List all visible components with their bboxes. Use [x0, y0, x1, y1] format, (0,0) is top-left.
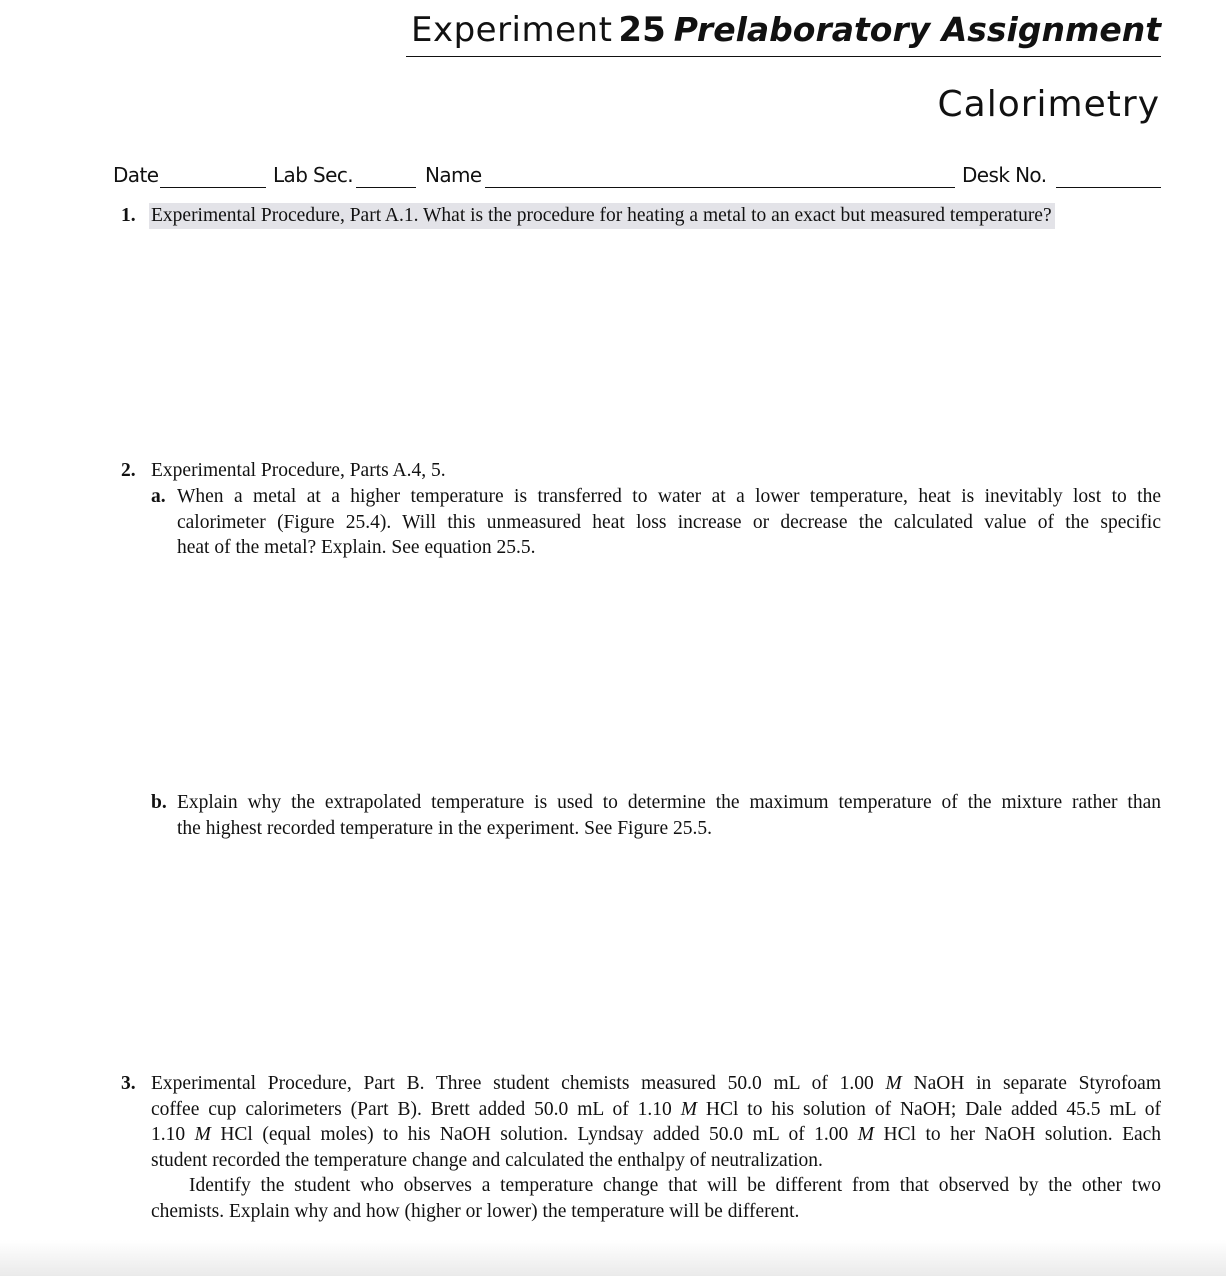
date-field[interactable] — [160, 187, 266, 188]
name-label: Name — [425, 163, 482, 187]
name-field[interactable] — [485, 187, 955, 188]
question-3-line: coffee cup calorimeters (Part B). Brett added 50.0 mL of 1.10 M HCl to his solution of NaOH; Dale added 45.5 mL of — [151, 1098, 1161, 1120]
question-3-line: student recorded the temperature change and calculated the enthalpy of neutralization. — [151, 1149, 823, 1171]
desk-no-label: Desk No. — [962, 163, 1047, 187]
question-1-text: Experimental Procedure, Part A.1. What is the procedure for heating a metal to an exact but measured temperature? — [149, 203, 1055, 229]
question-3-line: Experimental Procedure, Part B. Three student chemists measured 50.0 mL of 1.00 M NaOH in separate Styrofoam — [151, 1073, 1161, 1094]
question-3-line: chemists. Explain why and how (higher or lower) the temperature will be different. — [151, 1200, 800, 1222]
title-experiment-word: Experiment — [410, 10, 613, 50]
question-2a-letter: a. — [151, 486, 166, 507]
question-3-number: 3. — [121, 1073, 136, 1094]
question-2b-line: Explain why the extrapolated temperature is used to determine the maximum temperature of the mixture rather than — [177, 792, 1161, 813]
question-1-number: 1. — [121, 205, 136, 226]
question-3-line: Identify the student who observes a temperature change that will be different from that observed by the other two — [189, 1175, 1161, 1197]
question-2-number: 2. — [121, 460, 136, 481]
question-2a-line: When a metal at a higher temperature is transferred to water at a lower temperature, heat is inevitably lost to the — [177, 486, 1161, 507]
student-info-row — [113, 163, 1161, 193]
title-experiment-number: 25 — [618, 10, 666, 50]
title-assignment-type: Prelaboratory Assignment — [673, 10, 1161, 49]
page-header — [406, 6, 1161, 57]
question-2b-text — [177, 790, 1161, 841]
question-2b-letter: b. — [151, 792, 167, 813]
question-2-text: Experimental Procedure, Parts A.4, 5. — [151, 460, 446, 481]
lab-sec-label: Lab Sec. — [273, 163, 354, 187]
question-2a-line: heat of the metal? Explain. See equation 25.5. — [177, 537, 536, 559]
lab-sec-field[interactable] — [356, 187, 416, 188]
page-subtitle: Calorimetry — [937, 84, 1160, 125]
question-3-line: 1.10 M HCl (equal moles) to his NaOH solution. Lyndsay added 50.0 mL of 1.00 M HCl to her NaOH solution. Each — [151, 1124, 1162, 1146]
date-label: Date — [113, 163, 159, 187]
page-bottom-shadow — [0, 1240, 1226, 1276]
desk-no-field[interactable] — [1056, 187, 1161, 188]
question-2b-line: the highest recorded temperature in the experiment. See Figure 25.5. — [177, 817, 712, 839]
question-2a-text — [177, 484, 1161, 561]
page-title — [411, 10, 1161, 50]
question-2a-line: calorimeter (Figure 25.4). Will this unmeasured heat loss increase or decrease the calculated value of the specific — [177, 511, 1161, 533]
question-3-text — [151, 1071, 1161, 1225]
